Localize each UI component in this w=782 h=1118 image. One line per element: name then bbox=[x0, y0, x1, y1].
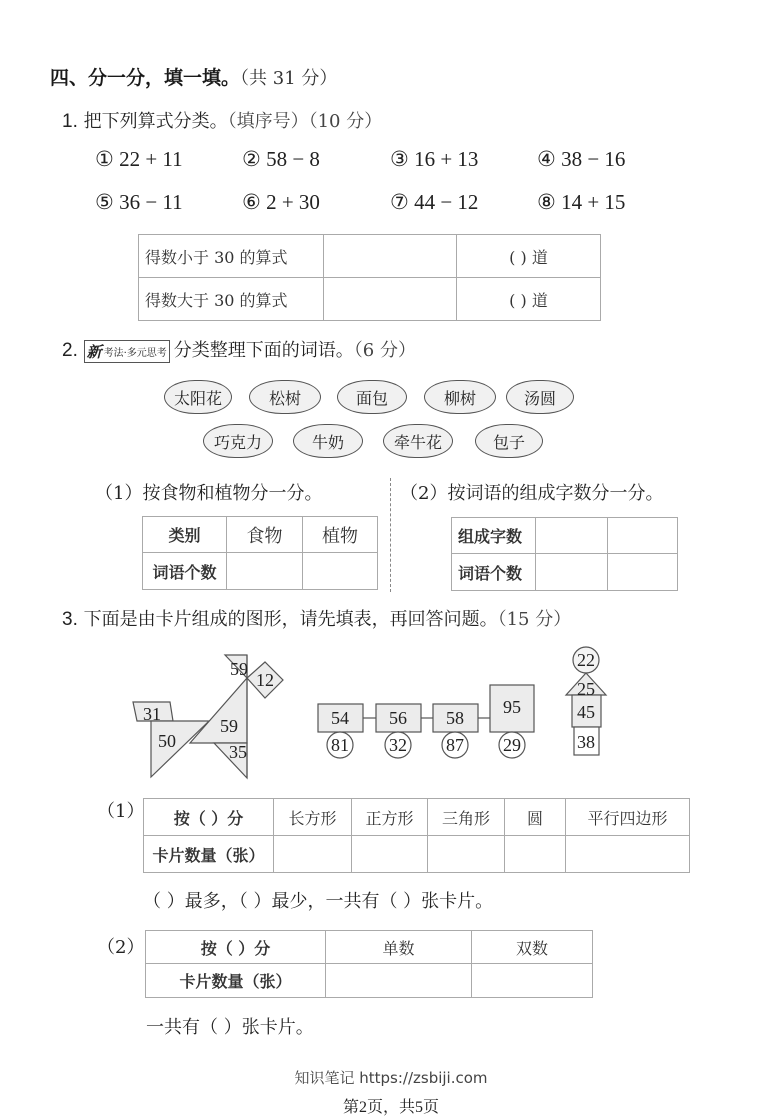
q2-part1-title: （1）按食物和植物分一分。 bbox=[95, 483, 323, 504]
badge-new-glyph: 新 bbox=[86, 342, 102, 361]
card-number: 54 bbox=[331, 708, 349, 728]
table-row bbox=[144, 799, 690, 836]
card-number: 12 bbox=[256, 670, 274, 690]
answer-cell[interactable] bbox=[227, 553, 303, 590]
expression-8: ⑧ 14 + 15 bbox=[537, 190, 626, 214]
q1-answer-cell[interactable] bbox=[324, 235, 457, 278]
q3-part2-label: （2） bbox=[97, 937, 145, 958]
word-cloud: 巧克力 bbox=[203, 424, 273, 458]
header-rectangle: 长方形 bbox=[274, 799, 352, 836]
q1-points: （10 分） bbox=[308, 111, 383, 132]
card-number: 45 bbox=[577, 702, 595, 722]
q2-heading bbox=[62, 336, 416, 363]
header-classify-by[interactable]: 按（ ）分 bbox=[146, 931, 326, 964]
q3-number: 3. bbox=[62, 609, 78, 630]
word-cloud: 太阳花 bbox=[164, 380, 232, 414]
card-number: 35 bbox=[229, 742, 247, 762]
word-cloud: 牵牛花 bbox=[383, 424, 453, 458]
card-number: 25 bbox=[577, 679, 595, 699]
q3-prompt: 下面是由卡片组成的图形，请先填表，再回答问题。 bbox=[83, 609, 498, 630]
card-number: 50 bbox=[158, 731, 176, 751]
word-cloud: 包子 bbox=[475, 424, 543, 458]
watermark-text: 知识笔记 https://zsbiji.com bbox=[294, 1069, 488, 1087]
badge-text: 考法·多元思考 bbox=[103, 347, 167, 359]
card-figures bbox=[0, 640, 782, 785]
answer-cell[interactable] bbox=[608, 518, 678, 554]
expression-5: ⑤ 36 − 11 bbox=[95, 190, 183, 214]
card-number: 58 bbox=[446, 708, 464, 728]
row-label-char-count: 组成字数 bbox=[452, 518, 536, 554]
table-row bbox=[139, 278, 601, 321]
card-number: 81 bbox=[331, 735, 349, 755]
expression-3: ③ 16 + 13 bbox=[390, 147, 479, 171]
q3-part1-table bbox=[143, 798, 690, 873]
q3-part2-sentence[interactable]: 一共有（ ）张卡片。 bbox=[146, 1017, 314, 1038]
answer-cell[interactable] bbox=[536, 518, 608, 554]
q3-part2-table bbox=[145, 930, 593, 998]
q1-table bbox=[138, 234, 601, 321]
row-label-card-count: 卡片数量（张） bbox=[144, 836, 274, 873]
card-number: 59 bbox=[230, 659, 248, 679]
card-number: 95 bbox=[503, 697, 521, 717]
answer-cell[interactable] bbox=[566, 836, 690, 873]
header-category: 类别 bbox=[143, 517, 227, 553]
q2-part2-title: （2）按词语的组成字数分一分。 bbox=[400, 483, 664, 504]
q1-row-label: 得数小于 30 的算式 bbox=[139, 235, 324, 278]
q1-heading bbox=[62, 107, 382, 133]
expression-1: ① 22 + 11 bbox=[95, 147, 183, 171]
answer-cell[interactable] bbox=[303, 553, 378, 590]
word-cloud: 松树 bbox=[249, 380, 321, 414]
row-label-word-count: 词语个数 bbox=[452, 554, 536, 591]
header-food: 食物 bbox=[227, 517, 303, 553]
q3-points: （15 分） bbox=[497, 609, 572, 630]
q2-points: （6 分） bbox=[353, 340, 416, 361]
word-cloud: 面包 bbox=[337, 380, 407, 414]
answer-cell[interactable] bbox=[608, 554, 678, 591]
word-cloud: 汤圆 bbox=[506, 380, 574, 414]
section-title bbox=[50, 63, 337, 90]
card-number: 38 bbox=[577, 732, 595, 752]
card-number: 59 bbox=[220, 716, 238, 736]
table-row bbox=[146, 931, 593, 964]
answer-cell[interactable] bbox=[326, 964, 472, 998]
card-number: 32 bbox=[389, 735, 407, 755]
row-label-card-count: 卡片数量（张） bbox=[146, 964, 326, 998]
table-row bbox=[146, 964, 593, 998]
divider-dashed bbox=[390, 478, 391, 592]
answer-cell[interactable] bbox=[274, 836, 352, 873]
header-parallelogram: 平行四边形 bbox=[566, 799, 690, 836]
q3-part1-sentence[interactable]: （ ）最多，（ ）最少，一共有（ ）张卡片。 bbox=[143, 891, 494, 912]
card-number: 22 bbox=[577, 650, 595, 670]
card-number: 56 bbox=[389, 708, 407, 728]
header-plant: 植物 bbox=[303, 517, 378, 553]
card-number: 29 bbox=[503, 735, 521, 755]
answer-cell[interactable] bbox=[352, 836, 428, 873]
header-odd: 单数 bbox=[326, 931, 472, 964]
table-row bbox=[144, 836, 690, 873]
word-cloud: 牛奶 bbox=[293, 424, 363, 458]
q1-prompt: 把下列算式分类。 bbox=[83, 111, 228, 132]
header-square: 正方形 bbox=[352, 799, 428, 836]
section-points: （共 31 分） bbox=[240, 68, 338, 89]
answer-cell[interactable] bbox=[428, 836, 505, 873]
q3-part1-label: （1） bbox=[97, 801, 145, 822]
table-row bbox=[143, 517, 378, 553]
word-cloud: 柳树 bbox=[424, 380, 496, 414]
page-indicator: 第2页，共5页 bbox=[342, 1099, 439, 1116]
answer-cell[interactable] bbox=[536, 554, 608, 591]
q1-answer-cell[interactable] bbox=[324, 278, 457, 321]
new-question-badge bbox=[84, 340, 170, 363]
section-title-text: 四、分一分，填一填。 bbox=[50, 67, 241, 89]
table-row bbox=[452, 554, 678, 591]
expression-2: ② 58 − 8 bbox=[242, 147, 320, 171]
card-number: 87 bbox=[446, 735, 464, 755]
header-triangle: 三角形 bbox=[428, 799, 505, 836]
q2-prompt: 分类整理下面的词语。 bbox=[173, 340, 354, 361]
q1-row-label: 得数大于 30 的算式 bbox=[139, 278, 324, 321]
expression-7: ⑦ 44 − 12 bbox=[390, 190, 479, 214]
q1-hint: （填序号） bbox=[227, 111, 309, 132]
q1-count-cell[interactable]: ( ) 道 bbox=[457, 235, 601, 278]
q2-part2-table bbox=[451, 517, 678, 591]
table-row bbox=[452, 518, 678, 554]
q2-number: 2. bbox=[62, 340, 78, 361]
card-number: 31 bbox=[143, 704, 161, 724]
header-classify-by[interactable]: 按（ ）分 bbox=[144, 799, 274, 836]
expression-4: ④ 38 − 16 bbox=[537, 147, 626, 171]
header-even: 双数 bbox=[472, 931, 593, 964]
horse-triangle-59b bbox=[190, 678, 247, 743]
q1-number: 1. bbox=[62, 111, 78, 132]
q2-part1-table bbox=[142, 516, 378, 590]
header-circle: 圆 bbox=[505, 799, 566, 836]
q1-count-cell[interactable]: ( ) 道 bbox=[457, 278, 601, 321]
answer-cell[interactable] bbox=[472, 964, 593, 998]
q3-heading bbox=[62, 605, 571, 631]
expression-6: ⑥ 2 + 30 bbox=[242, 190, 320, 214]
table-row bbox=[143, 553, 378, 590]
row-label-word-count: 词语个数 bbox=[143, 553, 227, 590]
table-row bbox=[139, 235, 601, 278]
answer-cell[interactable] bbox=[505, 836, 566, 873]
